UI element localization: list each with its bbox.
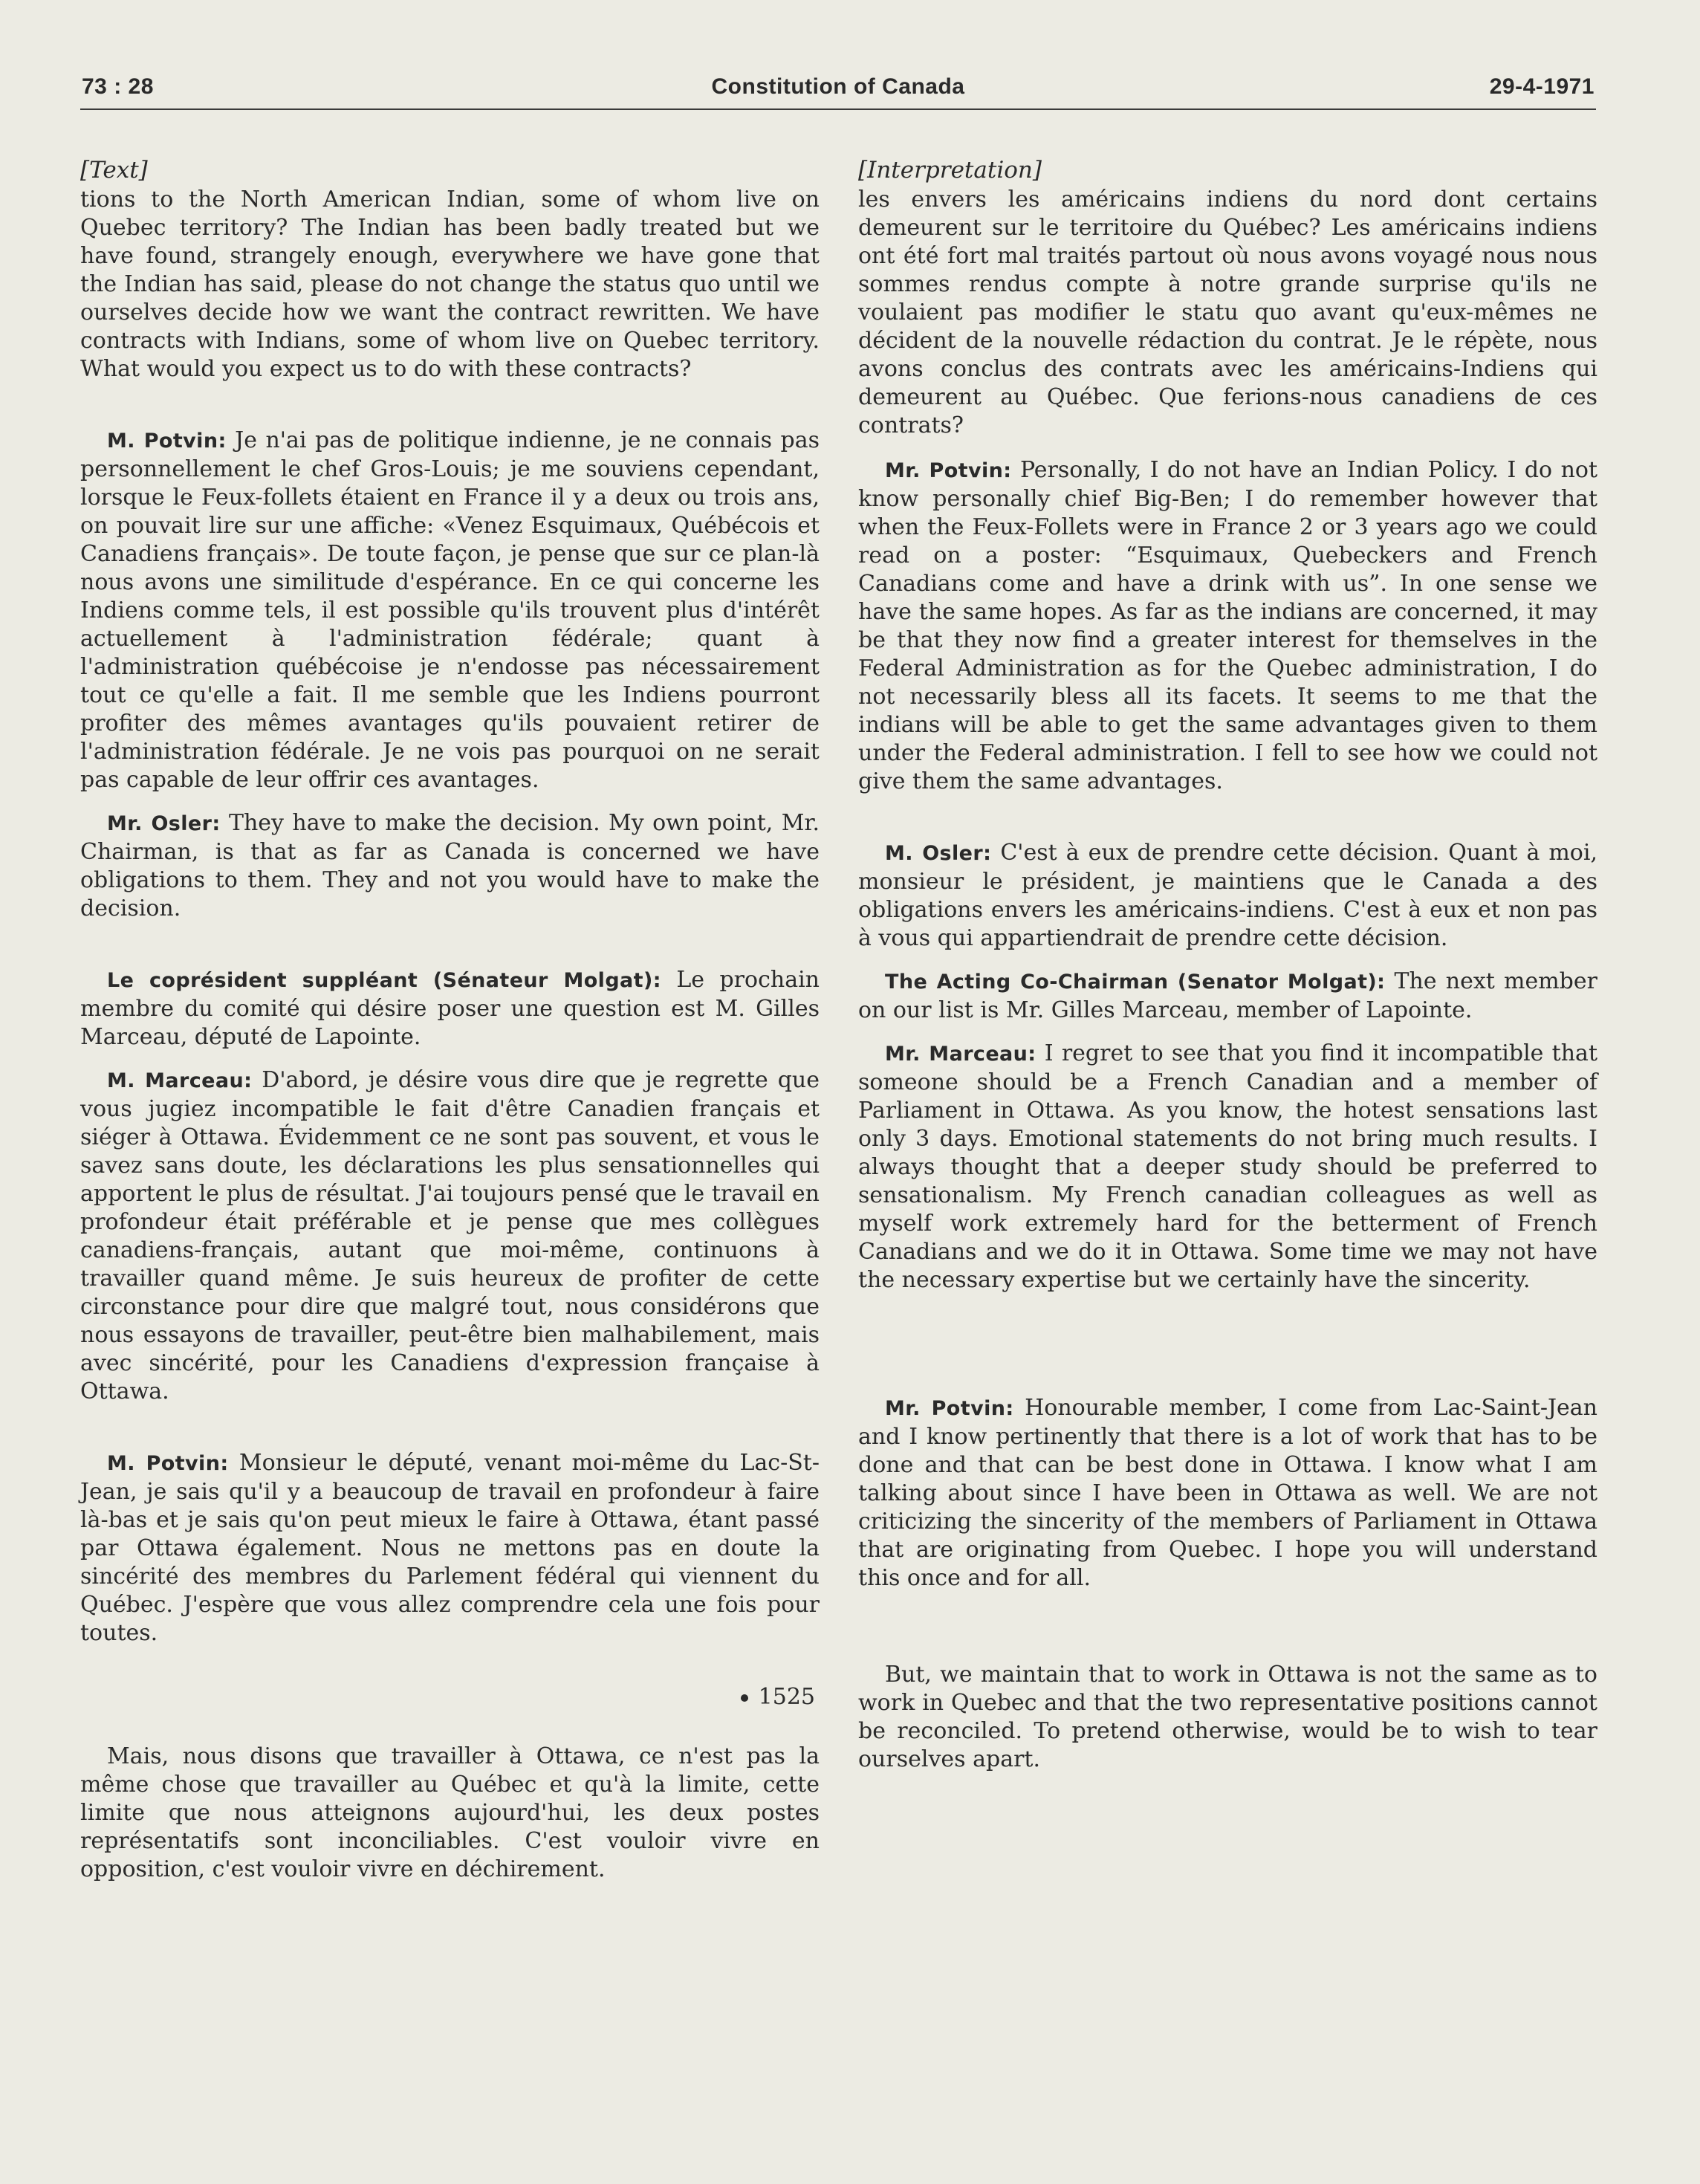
speech-text: Je n'ai pas de politique indienne, je ne connais pas personnellement le chef Gros-Louis; je me souviens cependant, lorsque le Feux-follets étaient en France il y a deux ou trois ans, on pouvait lire sur une affiche: «Venez Esquimaux, Québécois et Canadiens français». De toute façon, je pense que sur ce plan-là nous avons une similitude d'espérance. En ce qui concerne les Indiens comme tels, il est possible qu'ils trouvent plus d'intérêt actuellement à l'administration fédérale; quant à l'administration québécoise je n'endosse pas nécessairement tout ce qu'elle a fait. Il me semble que les Indiens pourront profiter des mêmes avantages qu'ils pouvaient retirer de l'administration fédérale. Je ne vois pas pourquoi on ne serait pas capable de leur offrir ces avantages. <box>80 427 820 793</box>
speech-text: I regret to see that you find it incompatible that someone should be a French Canadian and a member of Parliament in Ottawa. As you know, the hotest sensations last only 3 days. Emotional statements do not bring much results. I always thought that a deeper study should be preferred to sensationalism. My French canadian colleagues as well as myself work extremely hard for the betterment of French Canadians and we do it in Ottawa. Some time we may not have the necessary expertise but we certainly have the sincerity. <box>858 1040 1597 1293</box>
speech-potvin-2 <box>858 1394 1597 1592</box>
column-label: [Interpretation] <box>858 157 1042 184</box>
paragraph-continued: tions to the North American Indian, some of whom live on Quebec territory? The Indian has been badly treated but we have found, strangely enough, everywhere we have gone that the Indian has said, please do not change the status quo until we ourselves decide how we want the contract rewritten. We have contracts with Indians, some of whom live on Quebec territory. What would you expect us to do with these contracts? <box>80 187 820 382</box>
speech-chairman <box>80 966 820 1052</box>
paragraph-closing: But, we maintain that to work in Ottawa is not the same as to work in Quebec and that the two representative positions cannot be reconciled. To pretend otherwise, would be to wish to tear ourselves apart. <box>858 1662 1597 1772</box>
column-label: [Text] <box>80 157 148 184</box>
speaker-name: M. Marceau: <box>107 1069 253 1092</box>
text-column <box>80 156 820 1884</box>
speech-text: Le prochain membre du comité qui désire poser une question est M. Gilles Marceau, député de Lapointe. <box>80 967 820 1050</box>
speaker-name: M. Osler: <box>885 842 992 865</box>
speech-text: Personally, I do not have an Indian Policy. I do not know personally chief Big-Ben; I do remember however that when the Feux-Follets were in France 2 or 3 years ago we could read on a poster: “Esquimaux, Quebeckers and French Canadians come and have a drink with us”. In one sense we have the same hopes. As far as the indians are concerned, it may be that they now find a greater interest for themselves in the Federal Administration as for the Quebec administration, I do not necessarily bless all its facets. It seems to me that the indians will be able to get the same advantages given to them under the Federal administration. I fell to see how we could not give them the same advantages. <box>858 457 1598 794</box>
paragraph-continued: les envers les américains indiens du nord dont certains demeurent sur le territoire du Québec? Les américains indiens ont été fort mal traités partout où nous avons voyagé nous nous sommes rendus compte à notre grande surprise qu'ils ne voulaient pas modifier le statu quo avant qu'eux-mêmes ne décident de la nouvelle rédaction du contrat. Je le répète, nous avons conclus des contrats avec les américains-Indiens qui demeurent au Québec. Que ferions-nous canadiens de ces contrats? <box>858 187 1597 438</box>
speaker-name: M. Potvin: <box>107 1452 229 1475</box>
speaker-name: M. Potvin: <box>107 430 227 453</box>
page-reference: 73 : 28 <box>82 74 154 99</box>
page-header <box>80 74 1596 110</box>
speech-potvin <box>80 427 820 794</box>
speaker-name: The Acting Co-Chairman (Senator Molgat): <box>885 971 1386 994</box>
speech-text: C'est à eux de prendre cette décision. Quant à moi, monsieur le président, je maintiens que le Canada a des obligations envers les américains-indiens. C'est à eux et non pas à vous qui appartiendrait de prendre cette décision. <box>858 840 1597 951</box>
interpretation-column <box>858 156 1597 1774</box>
speech-potvin <box>858 456 1597 796</box>
time-marker-value: 1525 <box>758 1684 815 1710</box>
document-title: Constitution of Canada <box>711 74 965 99</box>
paragraph-closing: Mais, nous disons que travailler à Ottawa, ce n'est pas la même chose que travailler au Québec et qu'à la limite, cette limite que nous atteignons aujourd'hui, les deux postes représentatifs sont inconciliables. C'est vouloir vivre en opposition, c'est vouloir vivre en déchirement. <box>80 1743 820 1882</box>
speaker-name: Le coprésident suppléant (Sénateur Molgat): <box>107 969 661 992</box>
time-marker <box>80 1683 820 1711</box>
speech-text: D'abord, je désire vous dire que je regrette que vous jugiez incompatible le fait d'être Canadien français et siéger à Ottawa. Évidemment ce ne sont pas souvent, et vous le savez sans doute, les déclarations les plus sensationnelles qui apportent le plus de résultat. J'ai toujours pensé que le travail en profondeur était préférable et je pense que mes collègues canadiens-français, autant que moi-même, continuons à travailler quand même. Je suis heureux de profiter de cette circonstance pour dire que malgré tout, nous considérons que nous essayons de travailler, peut-être bien malhabilement, mais avec sincérité, pour les Canadiens d'expression française à Ottawa. <box>80 1067 820 1404</box>
speaker-name: Mr. Osler: <box>107 812 221 835</box>
speech-text: The next member on our list is Mr. Gilles Marceau, member of Lapointe. <box>858 968 1597 1023</box>
speech-text: Honourable member, I come from Lac-Saint-Jean and I know pertinently that there is a lot of work that has to be done and that can be best done in Ottawa. I know what I am talking about since I have been in Ottawa as well. We are not criticizing the sincerity of the members of Parliament in Ottawa that are originating from Quebec. I hope you will understand this once and for all. <box>858 1395 1597 1591</box>
speech-potvin-2 <box>80 1449 820 1647</box>
speaker-name: Mr. Marceau: <box>885 1043 1036 1066</box>
speaker-name: Mr. Potvin: <box>885 459 1012 482</box>
speech-text: They have to make the decision. My own point, Mr. Chairman, is that as far as Canada is concerned we have obligations to them. They and not you would have to make the decision. <box>80 810 820 921</box>
bullet-icon <box>741 1694 748 1702</box>
speech-osler <box>858 839 1597 953</box>
speech-text: Monsieur le député, venant moi-même du Lac-St-Jean, je sais qu'il y a beaucoup de travail en profondeur à faire là-bas et je sais qu'on peut mieux le faire à Ottawa, étant passé par Ottawa également. Nous ne mettons pas en doute la sincérité des membres du Parlement fédéral qui viennent du Québec. J'espère que vous allez comprendre cela une fois pour toutes. <box>80 1450 820 1646</box>
speech-osler <box>80 809 820 923</box>
document-date: 29-4-1971 <box>1489 74 1594 99</box>
speech-marceau <box>80 1066 820 1406</box>
speech-marceau <box>858 1040 1597 1294</box>
speaker-name: Mr. Potvin: <box>885 1397 1014 1420</box>
speech-chairman <box>858 968 1597 1025</box>
